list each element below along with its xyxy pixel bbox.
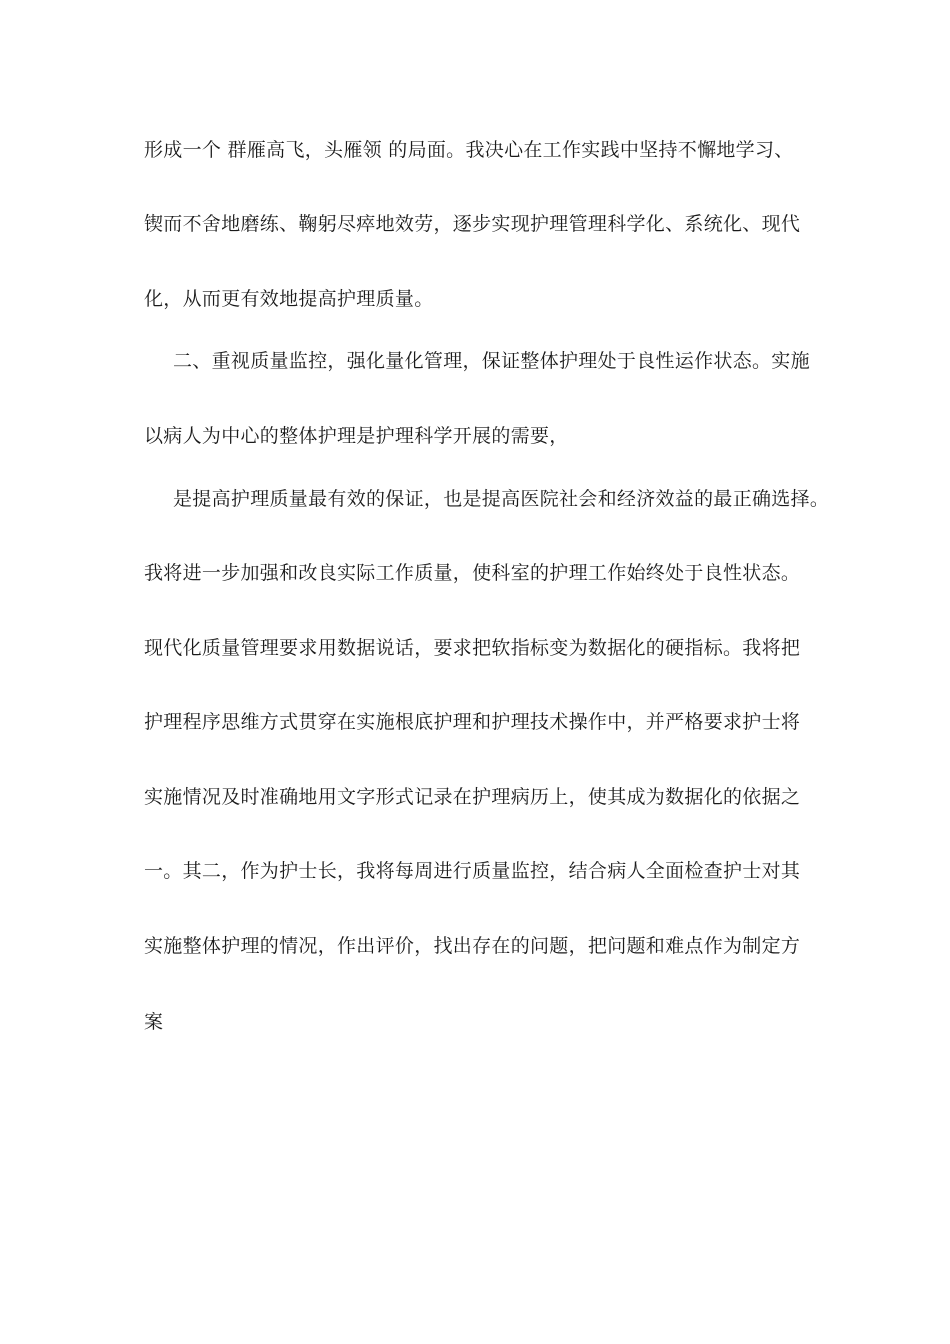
text-line: 形成一个 群雁高飞，头雁领 的局面。我决心在工作实践中坚持不懈地学习、 xyxy=(144,139,794,161)
text-line: 我将进一步加强和改良实际工作质量，使科室的护理工作始终处于良性状态。 xyxy=(144,562,801,584)
text-line: 实施情况及时准确地用文字形式记录在护理病历上，使其成为数据化的依据之 xyxy=(144,786,801,808)
text-line: 案 xyxy=(144,1011,164,1033)
text-line: 化，从而更有效地提高护理质量。 xyxy=(144,288,434,310)
text-line: 实施整体护理的情况，作出评价，找出存在的问题，把问题和难点作为制定方 xyxy=(144,935,801,957)
text-line: 一。其二，作为护士长，我将每周进行质量监控，结合病人全面检查护士对其 xyxy=(144,860,801,882)
paragraph-heading-line: 二、重视质量监控，强化量化管理，保证整体护理处于良性运作状态。实施 xyxy=(173,350,810,372)
text-line: 是提高护理质量最有效的保证，也是提高医院社会和经济效益的最正确选择。 xyxy=(173,488,830,510)
text-line: 锲而不舍地磨练、鞠躬尽瘁地效劳，逐步实现护理管理科学化、系统化、现代 xyxy=(144,213,801,235)
text-line: 现代化质量管理要求用数据说话，要求把软指标变为数据化的硬指标。我将把 xyxy=(144,637,801,659)
text-line: 护理程序思维方式贯穿在实施根底护理和护理技术操作中，并严格要求护士将 xyxy=(144,711,801,733)
text-line: 以病人为中心的整体护理是护理科学开展的需要， xyxy=(144,425,569,447)
